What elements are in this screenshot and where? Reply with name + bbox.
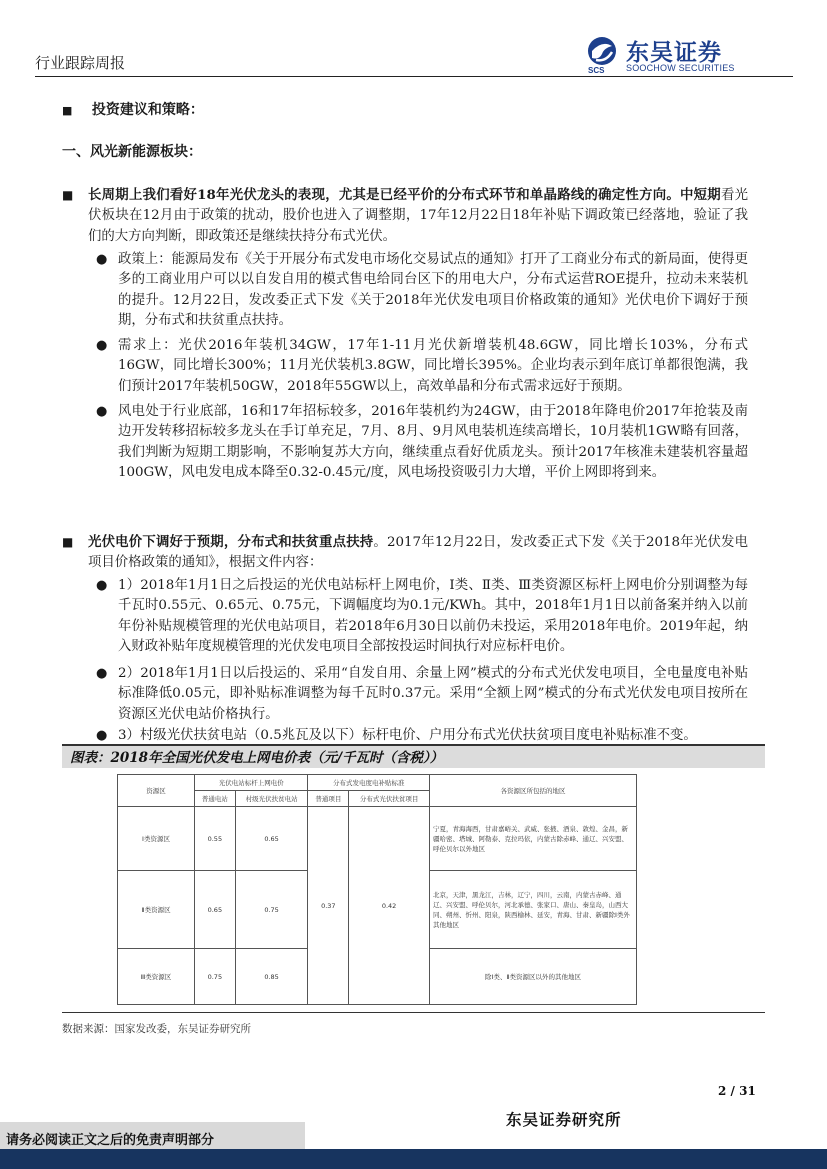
- paragraph-lead-bold: 光伏电价下调好于预期，分布式和扶贫重点扶持: [88, 534, 374, 550]
- table-cell-areas: 北京，天津，黑龙江，吉林，辽宁，四川，云南，内蒙古赤峰、通辽、兴安盟、呼伦贝尔，河北承德、张家口、唐山、秦皇岛，山西大同、朔州、忻州、阳泉，陕西榆林、延安，青海、甘肃、新疆除Ⅰ类外其他地区: [430, 871, 637, 949]
- paragraph-price-cut: [88, 532, 748, 574]
- logo-mark-icon: [584, 36, 620, 70]
- dot-bullet-icon: ●: [96, 404, 108, 419]
- logo-english-name: SOOCHOW SECURITIES: [626, 63, 735, 73]
- page-number: 2 / 31: [718, 1084, 756, 1098]
- dot-bullet-icon: ●: [96, 338, 108, 353]
- table-header-group-2: 分布式发电度电补贴标准: [308, 775, 430, 791]
- report-type: 行业跟踪周报: [35, 54, 126, 72]
- footer-organization: 东吴证券研究所: [506, 1110, 622, 1129]
- figure-title: 图表：2018年全国光伏发电上网电价表（元/千瓦时（含税））: [70, 750, 444, 766]
- table-row: [118, 807, 637, 871]
- table-header-dist-poverty: 分布式光伏扶贫项目: [349, 791, 430, 807]
- square-bullet-icon: ■: [62, 535, 74, 549]
- dot-bullet-icon: ●: [96, 252, 108, 267]
- sub-item-rule-3: 3）村级光伏扶贫电站（0.5兆瓦及以下）标杆电价、户用分布式光伏扶贫项目度电补贴标准不变。: [118, 728, 697, 743]
- disclaimer-text: 请务必阅读正文之后的免责声明部分: [6, 1133, 215, 1148]
- table-header-zone: 资源区: [118, 775, 195, 807]
- table-header-areas: 各资源区所包括的地区: [430, 775, 637, 807]
- table-cell-normal: 0.75: [195, 949, 236, 1005]
- table-cell-areas: 除Ⅰ类、Ⅱ类资源区以外的其他地区: [430, 949, 637, 1005]
- table-cell-poverty: 0.65: [235, 807, 308, 871]
- paragraph-body: 。2017年12月22日，发改委正式下发《关于2018年光伏发电项目价格政策的通知》，根据文件内容：: [88, 535, 749, 571]
- sub-item-demand: 需求上：光伏2016年装机34GW，17年1-11月光伏新增装机48.6GW，同比增长103%，分布式16GW，同比增长300%；11月光伏装机3.8GW，同比增长395%。企业均表示到年底订单都很饱满，我们预计2017年装机50GW，2018年55GW以上，高效单晶和分布式需求远好于预期。: [118, 338, 748, 394]
- heading-investment-strategy: [62, 100, 204, 121]
- figure-bottom-rule: [62, 1012, 765, 1013]
- sub-item-rule-1: 1）2018年1月1日之后投运的光伏电站标杆上网电价，Ⅰ类、Ⅱ类、Ⅲ类资源区标杆上网电价分别调整为每千瓦时0.55元、0.65元、0.75元，下调幅度均为0.1元/KWh。其中，2018年1月1日以前备案并纳入以前年份补贴规模管理的光伏电站项目，若2018年6月30日以前仍未投运，采用2018年电价。2019年起，纳入财政补贴年度规模管理的光伏发电项目全部按投运时间执行对应标杆电价。: [118, 578, 748, 655]
- table-header-poverty: 村级光伏扶贫电站: [235, 791, 308, 807]
- table-header-dist: 普通项目: [308, 791, 349, 807]
- logo-scs: SCS: [588, 66, 605, 75]
- dot-bullet-icon: ●: [96, 578, 108, 593]
- table-cell-zone: Ⅱ类资源区: [118, 871, 195, 949]
- sub-item-rule-2: 2）2018年1月1日以后投运的、采用“自发自用、余量上网”模式的分布式光伏发电项目，全电量度电补贴标准降低0.05元，即补贴标准调整为每千瓦时0.37元。采用“全额上网”模式的分布式光伏发电项目按所在资源区光伏电站价格执行。: [118, 666, 748, 722]
- table-cell-poverty: 0.85: [235, 949, 308, 1005]
- price-table: [117, 774, 637, 1005]
- table-cell-areas: 宁夏，青海海西，甘肃嘉峪关、武威、张掖、酒泉、敦煌、金昌，新疆哈密、塔城、阿勒泰、克拉玛依，内蒙古除赤峰、通辽、兴安盟、呼伦贝尔以外地区: [430, 807, 637, 871]
- logo-chinese-name: 东吴证券: [626, 40, 722, 66]
- table-cell-normal: 0.55: [195, 807, 236, 871]
- table-cell-normal: 0.65: [195, 871, 236, 949]
- sub-item-policy: 政策上：能源局发布《关于开展分布式发电市场化交易试点的通知》打开了工商业分布式的新局面，使得更多的工商业用户可以以自发自用的模式售电给同台区下的用电大户，分布式运营ROE提升，拉动未来装机的提升。12月22日，发改委正式下发《关于2018年光伏发电项目价格政策的通知》光伏电价下调好于预期，分布式和扶贫重点扶持。: [118, 252, 748, 329]
- table-cell-zone: Ⅰ类资源区: [118, 807, 195, 871]
- dot-bullet-icon: ●: [96, 728, 108, 743]
- heading-wind-solar: 一、风光新能源板块：: [62, 144, 202, 160]
- footer-bar: [0, 1149, 827, 1169]
- square-bullet-icon: ■: [62, 188, 74, 202]
- paragraph-body: 看光伏板块在12月由于政策的扰动，股价也进入了调整期，17年12月22日18年补贴下调政策已经落地，验证了我们的大方向判断，即政策还是继续扶持分布式光伏。: [88, 188, 749, 244]
- sub-item-wind: 风电处于行业底部，16和17年招标较多，2016年装机约为24GW，由于2018年降电价2017年抢装及南边开发转移招标较多龙头在手订单充足，7月、8月、9月风电装机连续高增长，10月装机1GW略有回落，我们判断为短期工期影响，不影响复苏大方向，继续重点看好优质龙头。预计2017年核准未建装机容量超100GW，风电发电成本降至0.32-0.45元/度，风电场投资吸引力大增，平价上网即将到来。: [118, 404, 748, 481]
- table-cell-poverty: 0.75: [235, 871, 308, 949]
- square-bullet-icon: ■: [62, 104, 73, 117]
- paragraph-long-term-view: [88, 185, 748, 247]
- data-source: 数据来源：国家发改委，东吴证券研究所: [62, 1023, 251, 1035]
- table-cell-dist: 0.37: [308, 807, 349, 1005]
- paragraph-lead-bold: 长周期上我们看好18年光伏龙头的表现，尤其是已经平价的分布式环节和单晶路线的确定性方向。中短期: [88, 187, 721, 203]
- table-header-normal: 普通电站: [195, 791, 236, 807]
- brand-logo: [584, 36, 752, 76]
- heading-text: 投资建议和策略：: [91, 102, 204, 118]
- dot-bullet-icon: ●: [96, 666, 108, 681]
- table-cell-zone: Ⅲ类资源区: [118, 949, 195, 1005]
- header-rule: [35, 76, 793, 77]
- table-header-group-1: 光伏电站标杆上网电价: [195, 775, 308, 791]
- table-cell-dist-poverty: 0.42: [349, 807, 430, 1005]
